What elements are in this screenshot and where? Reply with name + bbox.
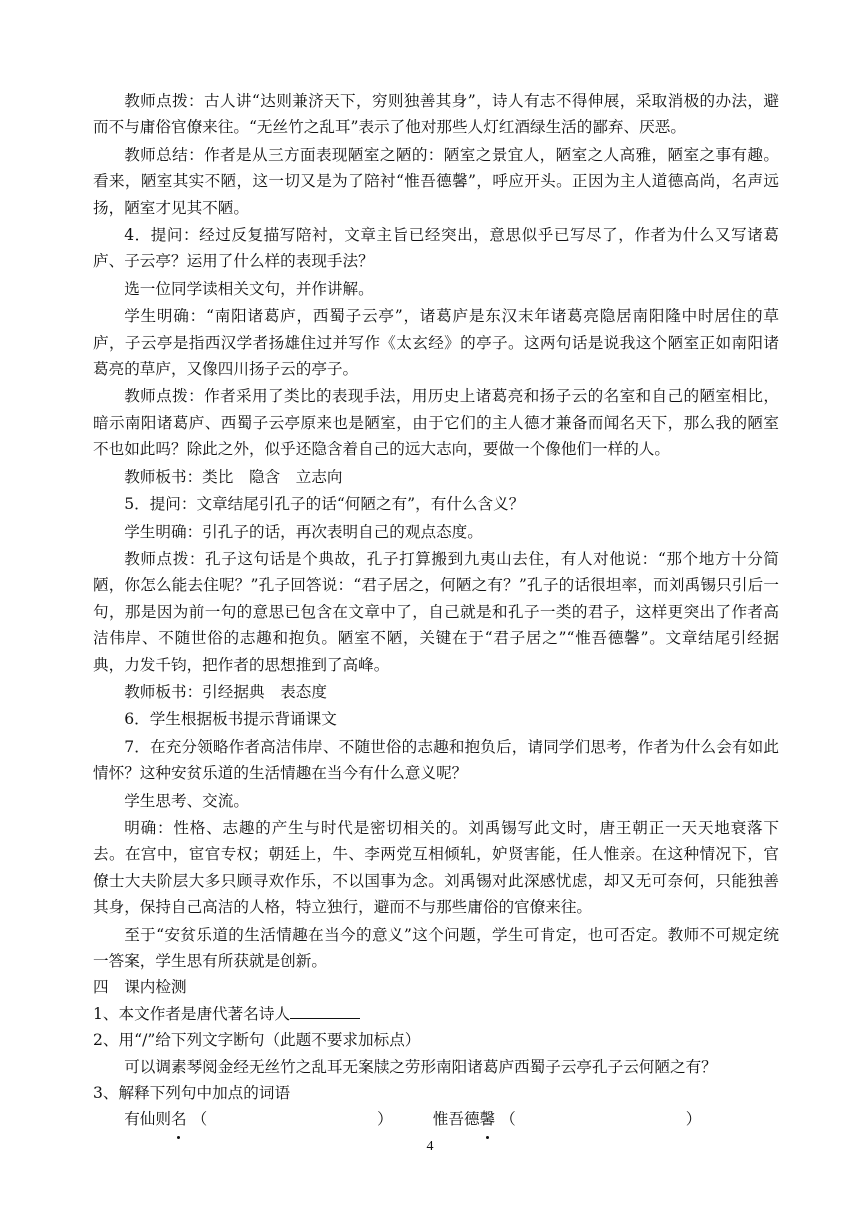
paragraph: 教师板书：引经据典 表态度 [124,682,327,701]
paragraph: 5．提问：文章结尾引孔子的话“何陋之有”，有什么含义？ [124,495,525,514]
paragraph: 教师点拨：孔子这句话是个典故，孔子打算搬到九夷山去住，有人对他说：“那个地方十分简陋，你怎么能去住呢？”孔子回答说：“君子居之，何陋之有？”孔子的话很坦率，而刘禹锡只引后一句，那是因为前一句的意思已包含在文章中了，自己就是和孔子一类的君子，这样更突出了作者高洁伟岸、不随世俗的志趣和抱负。陋室不陋，关键在于“君子居之”“惟吾德馨”。文章结尾引经据典，力发千钧，把作者的思想推到了高峰。 [93,549,779,674]
paragraph: 教师点拨：作者采用了类比的表现手法，用历史上诸葛亮和扬子云的名室和自己的陋室相比，暗示南阳诸葛庐、西蜀子云亭原来也是陋室，由于它们的主人德才兼备而闻名天下，那么我的陋室不也如此吗？除此之外，似乎还隐含着自己的远大志向，要做一个像他们一样的人。 [93,387,779,459]
q3-item-1-text: 有仙则 [124,1110,171,1129]
paragraph: 学生思考、交流。 [124,791,249,810]
paren-close: ） [377,1110,393,1129]
paragraph: 明确：性格、志趣的产生与时代是密切相关的。刘禹锡写此文时，唐王朝正一天天地衰落下去。在宫中，宦官专权；朝廷上，牛、李两党互相倾轧，妒贤害能，任人惟亲。在这种情况下，官僚士大夫阶层大多只顾寻欢作乐，不以国事为念。刘禹锡对此深感忧虑，却又无可奈何，只能独善其身，保持自己高洁的人格，特立独行，避而不与那些庸俗的官僚来往。 [93,818,779,917]
question-2: 2、用“/”给下列文字断句（此题不要求加标点） [93,1031,421,1050]
paragraph: 学生明确：“南阳诸葛庐，西蜀子云亭”，诸葛庐是东汉末年诸葛亮隐居南阳隆中时居住的草庐，子云亭是指西汉学者扬雄住过并写作《太玄经》的亭子。这两句话是说我这个陋室正如南阳诸葛亮的草庐，又像四川扬子云的亭子。 [93,307,779,379]
page-number: 4 [426,1139,434,1154]
q3-item-1-dotted-word: 名 [171,1106,187,1132]
paragraph: 7．在充分领略作者高洁伟岸、不随世俗的志趣和抱负后，请同学们思考，作者为什么会有如此情怀？这种安贫乐道的生活情趣在当今有什么意义呢？ [93,737,779,783]
question-1 [93,1001,779,1027]
question-3: 3、解释下列句中加点的词语 [93,1084,291,1103]
answer-blank [290,1003,360,1019]
question-1-text: 1、本文作者是唐代著名诗人 [93,1004,291,1023]
question-2-passage: 可以调素琴阅金经无丝竹之乱耳无案牍之劳形南阳诸葛庐西蜀子云亭孔子云何陋之有？ [124,1057,717,1076]
q3-item-2-dotted-word: 馨 [480,1106,496,1132]
paren-open: （ [500,1110,516,1129]
paragraph: 教师点拨：古人讲“达则兼济天下，穷则独善其身”，诗人有志不得伸展，采取消极的办法，避而不与庸俗官僚来往。“无丝竹之乱耳”表示了他对那些人灯红酒绿生活的鄙弃、厌恶。 [93,92,779,137]
q3-item-2-text: 惟吾德 [432,1110,480,1129]
paragraph: 教师总结：作者是从三方面表现陋室之陋的：陋室之景宜人，陋室之人高雅，陋室之事有趣。看来，陋室其实不陋，这一切又是为了陪衬“惟吾德馨”，呼应开头。正因为主人道德高尚，名声远扬，陋室才见其不陋。 [93,145,779,217]
paragraph: 4．提问：经过反复描写陪衬，文章主旨已经突出，意思似乎已写尽了，作者为什么又写诸葛庐、子云亭？运用了什么样的表现手法？ [93,226,779,271]
paren-open: （ [191,1110,208,1129]
paren-close: ） [685,1110,702,1129]
paragraph: 选一位同学读相关文句，并作讲解。 [124,279,374,298]
paragraph: 学生明确：引孔子的话，再次表明自己的观点态度。 [124,522,483,541]
section-heading: 四 课内检测 [93,978,187,997]
paragraph: 6．学生根据板书提示背诵课文 [124,710,337,729]
paragraph: 教师板书：类比 隐含 立志向 [124,467,343,486]
question-3-items [93,1106,779,1132]
paragraph: 至于“安贫乐道的生活情趣在当今的意义”这个问题，学生可肯定，也可否定。教师不可规定统一答案，学生思有所获就是创新。 [93,925,779,970]
document-body [93,88,779,1133]
